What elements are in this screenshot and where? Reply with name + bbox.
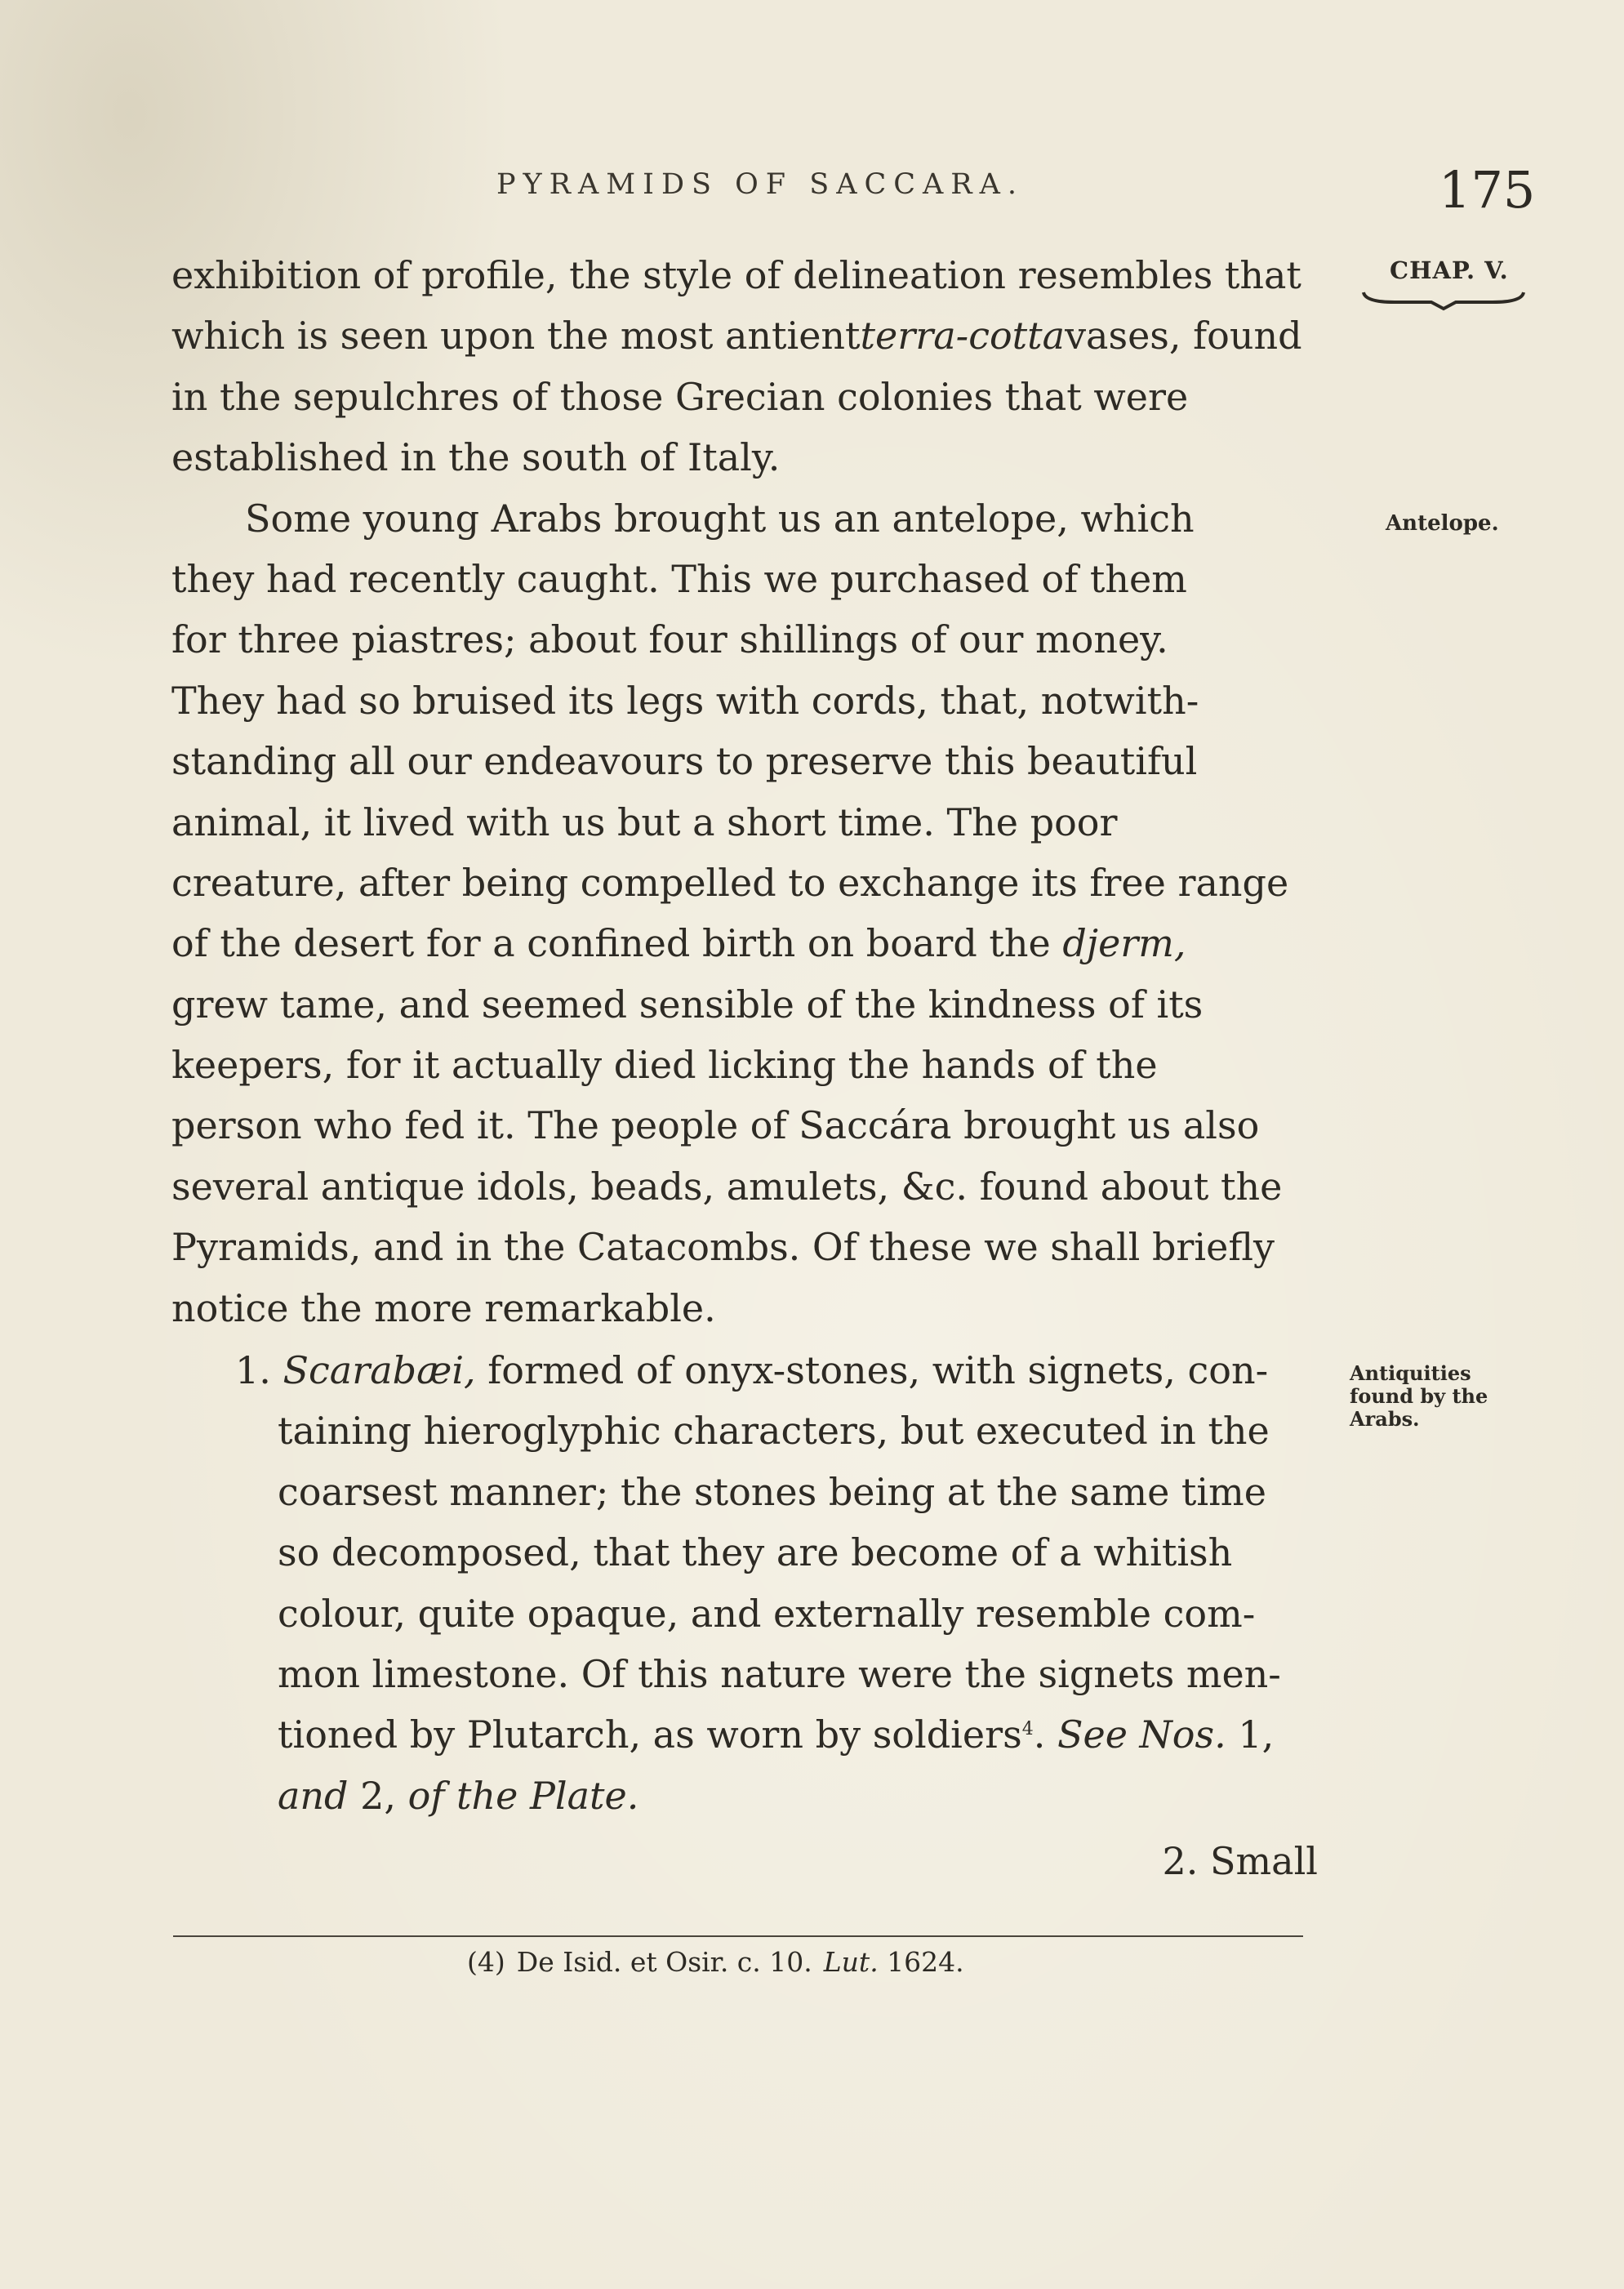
text-line-content: Pyramids, and in the Catacombs. Of these we shall briefly (171, 1225, 1275, 1270)
text-line-content: which is seen upon the most antientterra-cottavases, found (171, 314, 1302, 358)
text-line (278, 1704, 1324, 1765)
chapter-marker: CHAP. V. (1390, 256, 1509, 284)
text-line (235, 1340, 1324, 1401)
margin-note-line: found by the (1350, 1384, 1488, 1408)
text-line-content: so decomposed, that they are become of a whitish (278, 1530, 1233, 1575)
margin-note-line: Arabs. (1350, 1407, 1420, 1431)
text-line-content: 1. Scarabæi, formed of onyx-stones, with signets, con- (278, 1340, 1268, 1401)
text-line-content: Some young Arabs brought us an antelope, which (245, 496, 1195, 541)
text-line-content: person who fed it. The people of Saccára brought us also (171, 1103, 1260, 1148)
text-line (171, 974, 1324, 1035)
text-line (171, 1217, 1324, 1277)
text-line (171, 1156, 1324, 1217)
chapter-rule-ornament (1362, 284, 1525, 317)
text-line (278, 1462, 1324, 1522)
list-item-scarabaei (235, 1340, 1324, 1826)
text-line (171, 488, 1324, 549)
page-number: 175 (1439, 160, 1536, 220)
text-line (171, 1278, 1324, 1338)
text-line (171, 670, 1324, 731)
text-line (171, 853, 1324, 913)
text-line (171, 1095, 1324, 1156)
text-line (171, 245, 1324, 305)
text-line-content: taining hieroglyphic characters, but executed in the (278, 1409, 1270, 1454)
footnote-rule (173, 1935, 1303, 1937)
footnote-text: De Isid. et Osir. c. 10. (516, 1946, 812, 1978)
text-line-content: grew tame, and seemed sensible of the kindness of its (171, 982, 1204, 1026)
text-line-content: in the sepulchres of those Grecian colonies that were (171, 374, 1189, 419)
text-line (278, 1583, 1324, 1644)
margin-note-antelope: Antelope. (1386, 511, 1499, 536)
text-line-content: notice the more remarkable. (171, 1285, 716, 1330)
text-line-content: of the desert for a confined birth on board the djerm, (171, 921, 1186, 966)
text-line-content: tioned by Plutarch, as worn by soldiers4. See Nos. 1, (278, 1712, 1275, 1757)
text-line (171, 305, 1324, 366)
margin-note-line: Antiquities (1350, 1361, 1471, 1385)
text-line (171, 549, 1324, 609)
text-line-content: coarsest manner; the stones being at the same time (278, 1469, 1266, 1514)
footnote-year: 1624. (887, 1946, 964, 1978)
text-line-content: standing all our endeavours to preserve this beautiful (171, 739, 1198, 784)
text-line (171, 427, 1324, 488)
text-line (278, 1522, 1324, 1583)
item-number: 1. (235, 1348, 271, 1393)
text-line (278, 1401, 1324, 1461)
text-line (278, 1766, 1324, 1826)
text-line (171, 367, 1324, 427)
text-line (171, 731, 1324, 791)
text-line (171, 913, 1324, 973)
text-line-content: They had so bruised its legs with cords, that, notwith- (171, 678, 1199, 723)
text-line (171, 792, 1324, 853)
text-line-content: colour, quite opaque, and externally resemble com- (278, 1591, 1256, 1636)
text-line (278, 1644, 1324, 1704)
text-line-content: creature, after being compelled to exchange its free range (171, 860, 1289, 905)
text-line (171, 1035, 1324, 1095)
text-line-content: exhibition of profile, the style of delineation resembles that (171, 253, 1301, 297)
margin-note-antiquities (1350, 1362, 1488, 1431)
text-line-content: mon limestone. Of this nature were the signets men- (278, 1651, 1281, 1696)
text-line-content: they had recently caught. This we purchased of them (171, 556, 1187, 601)
footnote (467, 1946, 976, 1978)
text-line-content: several antique idols, beads, amulets, &c. found about the (171, 1164, 1283, 1209)
item-title: Scarabæi, (283, 1348, 476, 1393)
body-text (171, 245, 1324, 1892)
catchword: 2. Small (1162, 1839, 1318, 1884)
text-line-content: keepers, for it actually died licking the hands of the (171, 1043, 1158, 1088)
text-line-content: established in the south of Italy. (171, 435, 781, 480)
footnote-italic: Lut. (823, 1946, 879, 1978)
running-title: PYRAMIDS OF SACCARA. (496, 168, 1025, 201)
footnote-number: (4) (467, 1946, 505, 1978)
text-line-content: for three piastres; about four shillings of our money. (171, 617, 1168, 662)
text-line (171, 609, 1324, 670)
text-line-content: animal, it lived with us but a short time. The poor (171, 799, 1118, 844)
text-line-content: and 2, of the Plate. (278, 1773, 639, 1818)
